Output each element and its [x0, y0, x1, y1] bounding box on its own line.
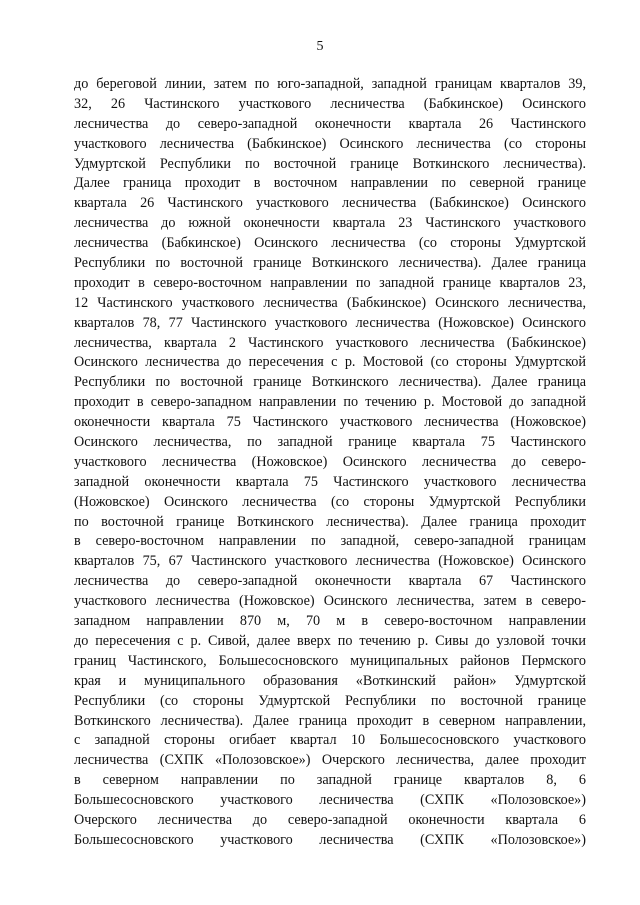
- text-line: границ Частинского, Большесосновского муниципальных районов Пермского: [74, 652, 586, 669]
- text-line: 12 Частинского участкового лесничества (Бабкинское) Осинского лесничества,: [74, 294, 586, 311]
- text-line: проходит в северо-восточном направлении по западной границе кварталов 23,: [74, 274, 586, 291]
- text-line: Большесосновского участкового лесничества (СХПК «Полозовское»): [74, 831, 586, 848]
- text-line: лесничества до северо-западной оконечности квартала 26 Частинского: [74, 115, 586, 132]
- text-line: в северо-восточном направлении по западной, северо-западной границам: [74, 533, 586, 550]
- text-line: (Ножовское) Осинского лесничества (со стороны Удмуртской Республики: [74, 493, 586, 510]
- text-line: Осинского лесничества, по западной границе квартала 75 Частинского: [74, 434, 586, 451]
- text-line: Удмуртской Республики по восточной границе Воткинского лесничества).: [74, 155, 586, 172]
- text-line: до береговой линии, затем по юго-западной, западной границам кварталов 39,: [74, 76, 586, 92]
- text-line: оконечности квартала 75 Частинского участкового лесничества (Ножовское): [74, 414, 586, 431]
- text-line: лесничества до южной оконечности квартала 23 Частинского участкового: [74, 215, 586, 232]
- text-line: Далее граница проходит в восточном направлении по северной границе: [74, 175, 586, 192]
- text-line: Республики по восточной границе Воткинского лесничества). Далее граница: [74, 255, 586, 272]
- text-line: Большесосновского участкового лесничества (СХПК «Полозовское»): [74, 792, 586, 809]
- text-line: участкового лесничества (Ножовское) Осинского лесничества до северо-: [74, 453, 586, 470]
- text-line: по восточной границе Воткинского лесничества). Далее граница проходит: [74, 513, 586, 530]
- text-line: кварталов 75, 67 Частинского участкового лесничества (Ножовское) Осинского: [74, 553, 586, 570]
- text-line: западной оконечности квартала 75 Частинского участкового лесничества: [74, 473, 586, 490]
- text-line: 32, 26 Частинского участкового лесничества (Бабкинское) Осинского: [74, 95, 586, 112]
- text-line: участкового лесничества (Ножовское) Осинского лесничества, затем в северо-: [74, 593, 586, 610]
- text-line: проходит в северо-западном направлении по течению р. Мостовой до западной: [74, 394, 586, 411]
- text-line: Воткинского лесничества). Далее граница проходит в северном направлении,: [74, 712, 586, 729]
- text-line: края и муниципального образования «Воткинский район» Удмуртской: [74, 672, 586, 689]
- text-line: Республики по восточной границе Воткинского лесничества). Далее граница: [74, 374, 586, 391]
- body-text: [74, 75, 586, 851]
- text-line: лесничества до северо-западной оконечности квартала 67 Частинского: [74, 573, 586, 590]
- text-line: до пересечения с р. Сивой, далее вверх по течению р. Сивы до узловой точки: [74, 632, 586, 649]
- text-line: квартала 26 Частинского участкового лесничества (Бабкинское) Осинского: [74, 195, 586, 212]
- text-line: Осинского лесничества до пересечения с р. Мостовой (со стороны Удмуртской: [74, 354, 586, 371]
- text-line: лесничества (СХПК «Полозовское») Очерского лесничества, далее проходит: [74, 752, 586, 769]
- text-line: Республики (со стороны Удмуртской Республики по восточной границе: [74, 692, 586, 709]
- text-line: Очерского лесничества до северо-западной оконечности квартала 6: [74, 811, 586, 828]
- text-line: в северном направлении по западной границе кварталов 8, 6: [74, 772, 586, 789]
- text-line: лесничества (Бабкинское) Осинского лесничества (со стороны Удмуртской: [74, 235, 586, 252]
- page-number: 5: [316, 39, 324, 54]
- text-line: участкового лесничества (Бабкинское) Осинского лесничества (со стороны: [74, 135, 586, 152]
- text-line: лесничества, квартала 2 Частинского участкового лесничества (Бабкинское): [74, 334, 586, 351]
- text-line: западном направлении 870 м, 70 м в северо-восточном направлении: [74, 613, 586, 630]
- text-line: с западной стороны огибает квартал 10 Большесосновского участкового: [74, 732, 586, 749]
- text-line: кварталов 78, 77 Частинского участкового лесничества (Ножовское) Осинского: [74, 314, 586, 331]
